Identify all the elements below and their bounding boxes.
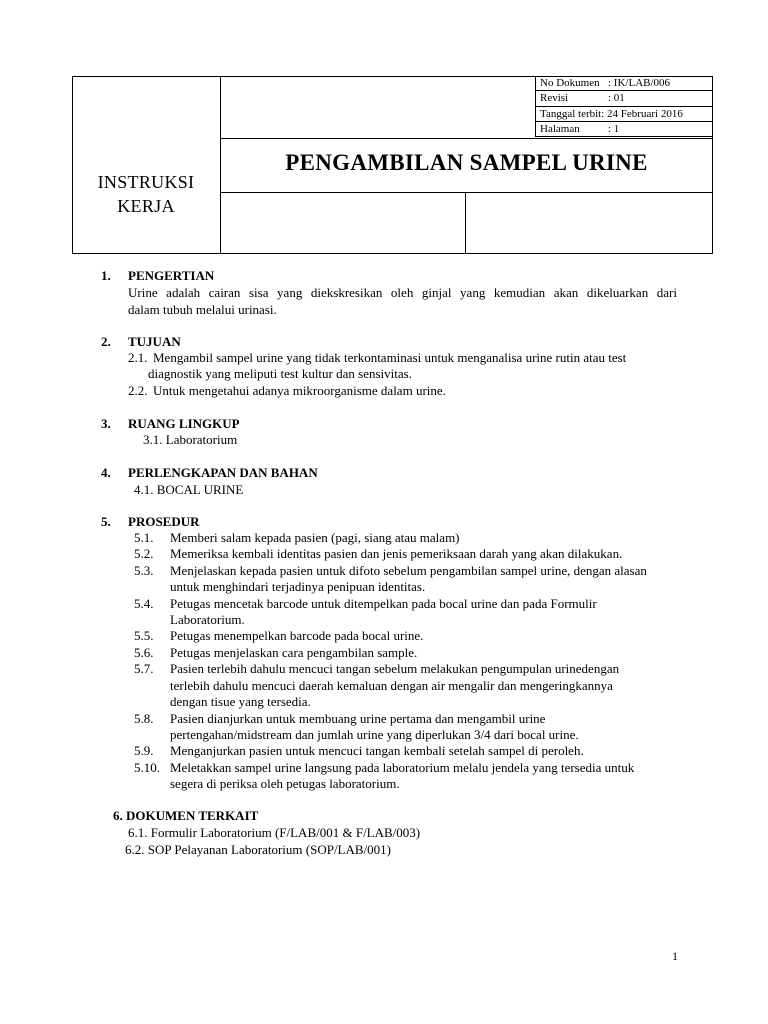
section-text: Urine adalah cairan sisa yang diekskresikan oleh ginjal yang kemudian akan dikeluarkan dari [128,285,677,300]
list-item: 6.1. Formulir Laboratorium (F/LAB/001 & F/LAB/003) [128,825,421,840]
list-item: dengan tisue yang tersedia. [170,694,311,709]
header-divider [220,192,712,193]
section-number: 3. [101,416,111,431]
list-item: Petugas menjelaskan cara pengambilan sample. [170,645,418,660]
list-item: terlebih dahulu mencuci daerah kemaluan dengan air mengalir dan mengeringkannya [170,678,613,693]
list-item: Menjelaskan kepada pasien untuk difoto sebelum pengambilan sampel urine, dengan alasan [170,563,647,578]
list-item: 4.1. BOCAL URINE [134,482,244,497]
section-number: 5. [101,514,111,529]
meta-revisi: Revisi : 01 [535,91,713,106]
list-item-number: 5.5. [134,628,154,643]
section-title-ruang-lingkup: RUANG LINGKUP [128,416,240,431]
list-item: untuk menghindari terjadinya penipuan identitas. [170,579,426,594]
meta-no-dokumen: No Dokumen : IK/LAB/006 [535,76,713,91]
header-divider [220,138,712,139]
list-item-number: 5.8. [134,711,154,726]
list-item: Memberi salam kepada pasien (pagi, siang atau malam) [170,530,460,545]
list-item-number: 5.2. [134,546,154,561]
list-item: Pasien dianjurkan untuk membuang urine pertama dan mengambil urine [170,711,546,726]
list-item: Meletakkan sampel urine langsung pada laboratorium melalu jendela yang tersedia untuk [170,760,635,775]
header-divider [465,192,466,253]
list-item-number: 5.1. [134,530,154,545]
list-item: pertengahan/midstream dan jumlah urine yang diperlukan 3/4 dari bocal urine. [170,727,579,742]
section-title-tujuan: TUJUAN [128,334,181,349]
list-item: Mengambil sampel urine yang tidak terkontaminasi untuk menganalisa urine rutin atau test [153,350,627,365]
list-item-number: 5.10. [134,760,160,775]
section-number: 2. [101,334,111,349]
section-title-prosedur: PROSEDUR [128,514,200,529]
list-item-number: 5.6. [134,645,154,660]
list-item: Petugas mencetak barcode untuk ditempelkan pada bocal urine dan pada Formulir [170,596,597,611]
list-item: 3.1. Laboratorium [143,432,238,447]
list-item: Memeriksa kembali identitas pasien dan jenis pemeriksaan darah yang akan dilakukan. [170,546,623,561]
page-number: 1 [672,949,678,963]
section-title-dokumen-terkait: 6. DOKUMEN TERKAIT [113,808,259,823]
list-item-number: 5.9. [134,743,154,758]
list-item: segera di periksa oleh petugas laboratorium. [170,776,400,791]
section-text: dalam tubuh melalui urinasi. [128,302,277,317]
list-item-number: 5.3. [134,563,154,578]
list-item: diagnostik yang meliputi test kultur dan sensivitas. [148,366,412,381]
list-item-number: 2.2. [128,383,148,398]
document-type-label: INSTRUKSI KERJA [97,172,195,216]
document-meta [535,76,713,137]
meta-tanggal-terbit: Tanggal terbit: 24 Februari 2016 [535,107,713,122]
list-item: Petugas menempelkan barcode pada bocal urine. [170,628,424,643]
list-item: Untuk mengetahui adanya mikroorganisme dalam urine. [153,383,446,398]
section-title-pengertian: PENGERTIAN [128,268,215,283]
list-item-number: 2.1. [128,350,148,365]
meta-halaman: Halaman : 1 [535,122,713,137]
page-title: PENGAMBILAN SAMPEL URINE [285,150,648,175]
section-number: 4. [101,465,111,480]
list-item-number: 5.7. [134,661,154,676]
list-item: Menganjurkan pasien untuk mencuci tangan kembali setelah sampel di peroleh. [170,743,584,758]
section-title-perlengkapan: PERLENGKAPAN DAN BAHAN [128,465,318,480]
list-item: 6.2. SOP Pelayanan Laboratorium (SOP/LAB/001) [125,842,391,857]
list-item-number: 5.4. [134,596,154,611]
section-number: 1. [101,268,111,283]
list-item: Pasien terlebih dahulu mencuci tangan sebelum melakukan pengumpulan urinedengan [170,661,620,676]
list-item: Laboratorium. [170,612,245,627]
